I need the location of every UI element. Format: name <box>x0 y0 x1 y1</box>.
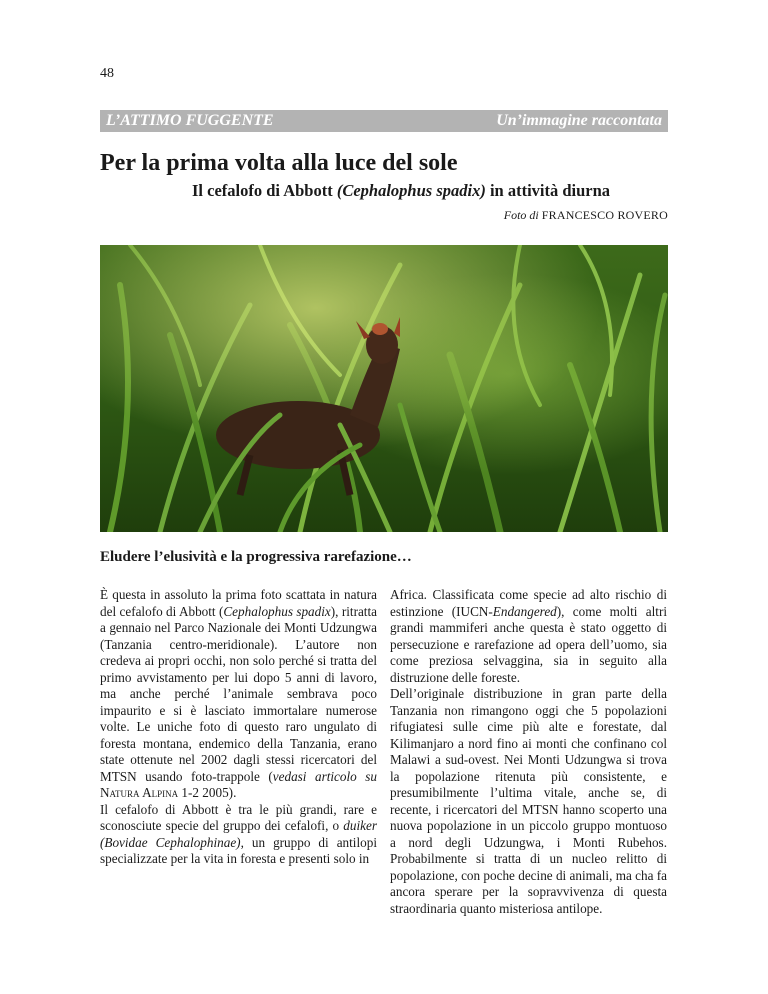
subtitle-text: Il cefalofo di Abbott <box>192 181 337 200</box>
credit-prefix: Foto di <box>503 208 542 222</box>
photo-caption: Eludere l’elusività e la progressiva rarefazione… <box>100 549 412 565</box>
body-paragraph-2: Il cefalofo di Abbott è tra le più grandi, rare e sconosciute specie del gruppo dei cefalofi, o duiker (Bovidae Cephalophinae), un gruppo di antilopi specializzate per la vita in foresta e presenti solo in <box>100 801 377 866</box>
duiker-photo <box>100 245 668 532</box>
subtitle-text-end: in attività diurna <box>485 181 611 200</box>
credit-author: FRANCESCO ROVERO <box>541 208 668 222</box>
article-subtitle <box>192 181 610 201</box>
section-label: L’ATTIMO FUGGENTE <box>106 112 274 129</box>
body-column-left <box>100 587 377 868</box>
body-paragraph-2-continued: Africa. Classificata come specie ad alto rischio di estinzione (IUCN-Endangered), come molti altri grandi mammiferi anche questa è stato oggetto di persecuzione e rarefazione ad opera dell’uomo, sia come preziosa selvaggina, sia in seguito alla distruzione delle foreste. <box>390 587 668 685</box>
photo-credit <box>504 208 668 223</box>
body-paragraph-1: È questa in assoluto la prima foto scattata in natura del cefalofo di Abbott (Cephalophus spadix), ritratta a gennaio nel Parco Nazionale dei Monti Udzungwa (Tanzania centro-meridionale). L’autore non credeva ai propri occhi, non solo perché si tratta del primo avvistamento per lui dopo 5 anni di lavoro, ma anche perché l’animale sembrava poco impaurito e si è lasciato immortalare numerose volte. Le uniche foto di questo raro ungulato di foresta montana, endemico della Tanzania, erano state ottenute nel 2002 dagli stessi ricercatori del MTSN usando foto-trappole (vedasi articolo su Natura Alpina 1-2 2005). <box>100 587 377 800</box>
subtitle-species: (Cephalophus spadix) <box>336 181 486 200</box>
section-header-bar <box>100 110 668 132</box>
page-number: 48 <box>100 66 114 81</box>
body-column-right <box>390 587 667 917</box>
article-title: Per la prima volta alla luce del sole <box>100 150 458 176</box>
section-tagline: Un’immagine raccontata <box>496 112 662 129</box>
forest-duiker-image <box>100 245 668 532</box>
body-paragraph-3: Dell’originale distribuzione in gran parte della Tanzania non rimangono oggi che 5 popolazioni rifugiatesi sulle cime più alte e forestate, dal Kilimanjaro a nord fino ai monti che confinano col Malawi a sud-ovest. Nei Monti Udzungwa si trova la popolazione ritenuta più consistente, e presumibilmente l’ultima vitale, anche se, di recente, i ricercatori del MTSN hanno scoperto una nuova popolazione in un piccolo gruppo montuoso a nord degli Udzungwa, i Monti Rubehos. Probabilmente si tratta di un nucleo relitto di popolazione, con poche decine di animali, ma cha fa ancora sperare per la sopravvivenza di questa straordinaria quanto misteriosa antilope. <box>390 686 667 916</box>
